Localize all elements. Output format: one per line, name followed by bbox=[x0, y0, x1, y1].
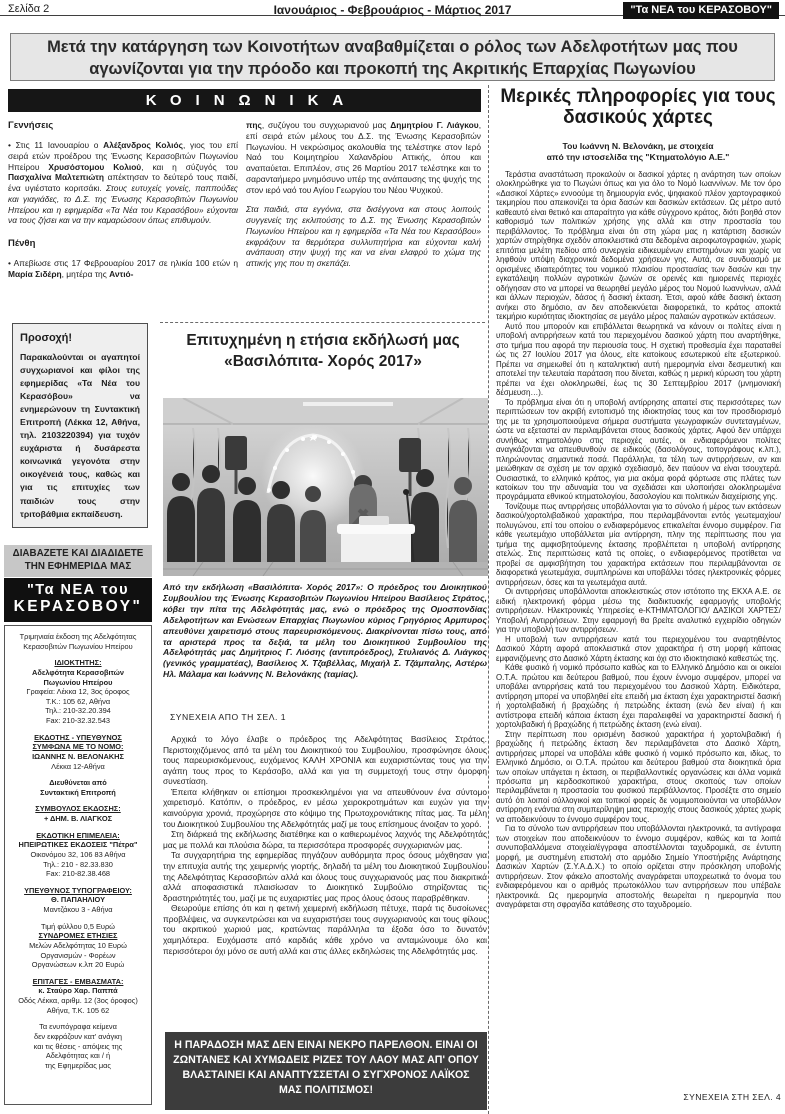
koinonika-column-1 bbox=[8, 120, 238, 289]
condolence-text: Στα παιδιά, στα εγγόνια, στα δισέγγονα και στους λοιπούς συγγενείς της εκλιπούσης το Δ.Σ. της Ένωσης Κερασοβιτών Πωγωνίου Ηπείρου και η εφημερίδα «Τα Νέα του Κερασόβου» εκφράζουν τα θερμότερα συλλυπητήρια και εύχονται καλή ανάπαυση στην ψυχή της και να είναι ελαφρύ το χώμα της αττικής γης που τη σκεπάζει. bbox=[246, 204, 481, 268]
koinonika-title: ΚΟΙΝΩΝΙΚΑ bbox=[8, 89, 481, 112]
photo-caption: Από την εκδήλωση «Βασιλόπιτα- Χορός 2017»: Ο πρόεδρος του Διοικητικού Συμβουλίου της Ένωσης Κερασοβιτών Πωγωνίου Ηπείρου Βασίλειος Στράτος, κόβει την πίτα της Αδελφότητάς μας, ενώ ο πρόεδρος της Ομοσπονδίας Αδελφοτήτων και Ενώσεων Επαρχίας Πωγωνίου κύριος Γρηγόριος Αρμπυρος απευθύνει χαιρετισμό στους παρευρισκόμενους. Διακρίνονται πίσω τους, από τα αριστερά προς τα δεξιά, τα μέλη του Διοικητικού Συμβουλίου της Αδελφότητάς μας Δημήτριος Γ. Λιόσης (αντιπρόεδρος), Στυλιανός Δ. Λιάγκος (γενικός γραμματέας), Βασίλειος Χ. Τζαβέλλας, Μιχαήλ Σ. Τζάμπαλης, Αστέρω Ηλ. Μάλαμα και Ιωάννης Ν. Βελονάκης (ταμίας). bbox=[163, 582, 487, 680]
read-and-spread-banner: ΔΙΑΒΑΖΕΤΕ ΚΑΙ ΔΙΑΔΙΔΕΤΕ ΤΗΝ ΕΦΗΜΕΡΙΔΑ ΜΑΣ bbox=[4, 545, 152, 577]
koinonika-column-2 bbox=[246, 120, 481, 269]
byline-line-2: από την ιστοσελίδα της "Κτηματολόγιο Α.Ε." bbox=[546, 152, 730, 163]
deaths-heading: Πένθη bbox=[8, 238, 36, 250]
vertical-dashed-divider bbox=[488, 85, 489, 1114]
event-photo bbox=[163, 398, 488, 576]
continued-to-note: ΣΥΝΕΧΕΙΑ ΣΤΗ ΣΕΛ. 4 bbox=[683, 1092, 781, 1102]
headline-banner: Μετά την κατάργηση των Κοινοτήτων αναβαθμίζεται ο ρόλος των Αδελφοτήτων μας που αγωνίζονται για την πρόοδο και προκοπή της Ακριτικής Επαρχίας Πωγωνίου bbox=[10, 33, 775, 81]
attention-box bbox=[12, 323, 148, 528]
event-article-body: Αρχικά το λόγο έλαβε ο πρόεδρος της Αδελφότητας Βασίλειος Στράτος. Περιστοιχιζόμενος από τα μέλη του Διοικητικού του Συμβουλίου, προσφώνησε όλους τους παρευρισκόμενους, ευχόμενος ΚΑΛΗ ΧΡΟΝΙΑ και ευχαριστώντας τους για την αγάπη τους προς το Κεράσοβο, αλλά και για τη συμμετοχή τους στην όμορφη συνεστίαση. Έπειτα κλήθηκαν οι επίσημοι προσκεκλημένοι για να απευθύνουν ένα σύντομο χαιρετισμό. Κατόπιν, ο πρόεδρος, εν μέσω χειροκροτημάτων και ευχών για την καινούργια χρονιά, προχώρησε στο κόψιμο της Πρωτοχρονιάτικης πίτας μας. Τα μέλη του Διοικητικού Συμβουλίου της Αδελφότητάς μαζί με τους επίσημους άνοιξαν το χορό. Στη διάρκειά της εκδήλωσης διατέθηκε και ο καθιερωμένος λαχνός της Αδελφότητάς μας με πολλά και πλούσια δώρα, τα περισσότερα προσφορές συγχωριανών μας. Τα συγχαρητήρια της εφημερίδας πηγάζουν αυθόρμητα προς όσους μόχθησαν για την επιτυχία αυτής της χειμερινής γιορτής, δηλαδή τα μέλη του Διοικητικού Συμβουλίου της Αδελφότητας Κερασοβιτών αλλά και όλους τους συγχωριανούς μας που διακριτικά αλλά αποφασιστικά πλαισίωσαν το Διοικητικό Συμβούλιο στηρίζοντας τις δραστηριότητές του, μαζί με τις ευχαριστίες μας προς όλους όσους παραβρέθηκαν. Θεωρούμε επίσης ότι και η φετινή χειμερινή εκδήλωση πέτυχε, παρά τις δυσοίωνες προβλέψεις, να συγκεντρώσει και να ευχαριστήσει τους συγχωριανούς και τους φίλους του ακριτικού χωριού μας, κρατώντας παράλληλα τα έξοδα όσο το δυνατόν χαμηλότερα. Ευχόμαστε από καρδιάς κάθε χρόνο να ανταμώνουμε όλο και περισσότεροι όχι μόνο σε αυτή αλλά και στις άλλες εκδηλώσεις της Αδελφότητάς μας. bbox=[163, 734, 487, 956]
logo-line-1: "Τα ΝΕΑ του bbox=[26, 582, 130, 598]
forest-article-title: Μερικές πληροφορίες για τους δασικούς χάρτες bbox=[500, 86, 776, 129]
masthead-badge: "Τα ΝΕΑ του ΚΕΡΑΣΟΒΟΥ" bbox=[623, 2, 779, 19]
horizontal-dashed-divider bbox=[160, 322, 485, 323]
deaths-text-part2: πης, συζύγου του συγχωριανού μας Δημητρίου Γ. Λιάγκου, επί σειρά ετών μέλους του Δ.Σ. της Ένωσης Κερασοβιτών Πωγωνίου. Η νεκρώσιμος ακολουθία της τελέστηκε στον Ιερό Ναό του Κοιμητηρίου Χαλανδρίου Αττικής, όπου και αναπαύεται. Επιπλέον, στις 26 Μαρτίου 2017 τελέστηκε και το σαρανταήμερο μνημόσυνο υπέρ της ανάπαυσης της ψυχής της στον ιερό ναό του Αγίου Γεωργίου του Νέου Ψυχικού. bbox=[246, 120, 482, 195]
issue-date: Ιανουάριος - Φεβρουάριος - Μάρτιος 2017 bbox=[273, 3, 512, 17]
births-heading: Γεννήσεις bbox=[8, 120, 54, 131]
event-article-title: Επιτυχημένη η ετήσια εκδήλωσή μας «Βασιλόπιτα- Χορός 2017» bbox=[186, 332, 460, 370]
tradition-quote-box: Η ΠΑΡΑΔΟΣΗ ΜΑΣ ΔΕΝ ΕΙΝΑΙ ΝΕΚΡΟ ΠΑΡΕΛΘΟΝ. ΕΙΝΑΙ ΟΙ ΖΩΝΤΑΝΕΣ ΚΑΙ ΧΥΜΩΔΕΙΣ ΡΙΖΕΣ ΤΟΥ ΛΑΟΥ ΜΑΣ ΑΠ' ΟΠΟΥ ΒΛΑΣΤΑΙΝΕΙ ΚΑΙ ΑΝΑΠΤΥΣΣΕΤΑΙ Ο ΣΥΓΧΡΟΝΟΣ ΛΑΪΚΟΣ ΜΑΣ ΠΟΛΙΤΙΣΜΟΣ! bbox=[165, 1032, 487, 1110]
attention-text: Παρακαλούνται οι αγαπητοί συγχωριανοί και φίλοι της εφημερίδας «Τα Νέα του Κερασόβου» να ενημερώνουν τη Συντακτική Επιτροπή (Λέκκα 12, Αθήνα, τηλ. 2103220394) για τυχόν ευχάριστα ή δυσάρεστα κοινωνικά γεγονότα στην οικογένειά τους, καθώς και για τις επιτυχίες των παιδιών τους στην τριτοβάθμια εκπαίδευση. bbox=[20, 352, 140, 519]
masthead-info-box: Τριμηνιαία έκδοση της Αδελφότητας Κερασοβιτών Πωγωνίου Ηπείρου ΙΔΙΟΚΤΗΤΗΣ: Αδελφότητα Κερασοβιτών Πωγωνίου Ηπείρου Γραφεία: Λέκκα 12, 3ος όροφος Τ.Κ.: 105 62, Αθήνα Τηλ.: 210-32.20.394 Fax: 210-32.32.543 ΕΚΔΟΤΗΣ - ΥΠΕΥΘΥΝΟΣ ΣΥΜΦΩΝΑ ΜΕ ΤΟ ΝΟΜΟ: ΙΩΑΝΝΗΣ Ν. ΒΕΛΟΝΑΚΗΣ Λέκκα 12-Αθήνα Διευθύνεται από Συντακτική Επιτροπή ΣΥΜΒΟΥΛΟΣ ΕΚΔΟΣΗΣ: + ΔΗΜ. Β. ΛΙΑΓΚΟΣ ΕΚΔΟΤΙΚΗ ΕΠΙΜΕΛΕΙΑ: ΗΠΕΙΡΩΤΙΚΕΣ ΕΚΔΟΣΕΙΣ "Πέτρα" Οικονόμου 32, 106 83 Αθήνα Τηλ.: 210 - 82.33.830 Fax: 210-82.38.468 ΥΠΕΥΘΥΝΟΣ ΤΥΠΟΓΡΑΦΕΙΟΥ: Θ. ΠΑΠΑΗΛΙΟΥ Μαντζάκου 3 - Αθήνα Τιμή φύλλου 0,5 Ευρώ ΣΥΝΔΡΟΜΕΣ ΕΤΗΣΙΕΣ Μελών Αδελφότητας 10 Ευρώ Οργανισμών - Φορέων Οργανώσεων κ.λπ 20 Ευρώ ΕΠΙΤΑΓΕΣ - ΕΜΒΑΣΜΑΤΑ: κ. Σταύρο Χαρ. Παππά Οδός Λέκκα, αριθμ. 12 (3ος όροφος) Αθήνα, Τ.Κ. 105 62 Τα ενυπόγραφα κείμενα δεν εκφράζουν κατ' ανάγκη και τις θέσεις - απόψεις της Αδελφότητας και / ή της Εφημερίδας μας bbox=[4, 625, 152, 1105]
logo-line-2: ΚΕΡΑΣΟΒΟΥ" bbox=[13, 598, 143, 615]
newspaper-logo-box bbox=[4, 578, 152, 622]
deaths-text-part1: • Απεβίωσε στις 17 Φεβρουαρίου 2017 σε ηλικία 100 ετών η Μαρία Σιδέρη, μητέρα της Αντιό- bbox=[8, 258, 238, 280]
forest-article-byline bbox=[494, 141, 782, 163]
forest-article-body: Τεράστια αναστάτωση προκαλούν οι δασικοί χάρτες η ανάρτηση των οποίων ολοκληρώθηκε για το Πωγώνι όπως και για όλο το Νομό Ιωαννίνων. Με τον όρο «Δασικοί Χάρτες» εννοούμε τη δημιουργία ενός, ψηφιακού πλέον χαρτογραφικού τεκμηρίου που απεικονίζει τα όρια δασών και δασικών εκτάσεων. Ως μέτρο αυτό καθεαυτό είναι θετικό και απαραίτητο για κάθε σύγχρονο κράτος, διότι βοηθά στον καθορισμό των πολιτικών χρήσης γης αλλά και στην προστασία του περιβάλλοντος. Το πρόβλημα είναι ότι στη χώρα μας η κατάρτιση δασικών χαρτών στηρίχθηκε σχεδόν αποκλειστικά στα δεδομένα αεροφωτογραφιών, χωρίς επιτόπια μελέτη πεδίου από συνεργεία ειδικευμένων επιστημόνων και χωρίς να ληφθούν υπόψη διαχρονικά δεδομένα χρήσεων γης. Αυτά, σε συνδυασμό με ορισμένες ιδιαιτερότητες του νομικού πλαισίου προστασίας των δασών και την εγκατάλειψη πολλών αγροτικών ζωνών σε ορεινές και ημιορεινές περιοχές οδήγησαν στο να μπορεί να θεωρηθεί μεγάλο μέρος του Νομού Ιωαννίνων, αλλά και άλλων περιοχών, δάσος ή δασική έκταση. Έτσι, αφού κάθε δασική έκταση ανήκει στο δημόσιο, αν δεν αποδεικνύεται διαφορετικά, το κράτος αποκτά τεκμήριο κυριότητας ιδιοκτησίας σε μεγάλο μέρος παλαιών αγροτικών εκτάσεων. Αυτό που μπορούν και επιβάλλεται θεωρητικά να κάνουν οι πολίτες είναι η υποβολή αντιρρήσεων κατά του περιεχομένου δασικού χάρτη που αναρτήθηκε, στο τμήμα που αφορά την περιουσία τους. Η σχετική προθεσμία έχει παραταθεί ώς τις 27 Ιουλίου 2017 για όλους, είτε κατοίκους εσωτερικού είτε εξωτερικού. Πρέπει να σημειωθεί ότι η καταληκτική αυτή ημερομηνία είναι δεσμευτική και αποτελεί την τελευταία παράταση που δίνεται, καθώς η μερική κύρωση του χάρτη πρέπει να έχει ολοκληρωθεί, έως τις 30 Σεπτεμβρίου 2017 (μνημονιακή δέσμευση…). Το πρόβλημα είναι ότι η υποβολή αντίρρησης απαιτεί στις περισσότερες των περιπτώσεων τον ακριβή εντοπισμό της ιδιοκτησίας τους και τον προσδιορισμό της με τα χρησιμοποιούμενα σήμερα συστήματα γεωγραφικών συντεταγμένων, ώστε να εξεταστεί αν περιλαμβάνεται στους δασικούς χάρτες. Αφού δεν υπάρχει συνήθως κτηματολόγιο στις περιοχές αυτές, οι ενδιαφερόμενοι πολίτες αναγκάζονται να απευθυνθούν σε ειδικούς (δασολόγους, τοπογράφους κ.λπ.), πληρώνοντας σημαντικά ποσά. Παράλληλα, τα τέλη των αντιρρήσεων, αν και μειώθηκαν σε σχέση με τον αρχικό σχεδιασμό, δεν παύουν να είναι τσουχτερά. Ουσιαστικά, το ελληνικό κράτος, για μια ακόμα φορά φόρτωσε στις πλάτες των κατοίκων του την αδυναμία του να σχεδιάσει και υλοποιήσει ολοκληρωμένα προγράμματα εθνικού κτηματολογίου, δασολογίου και πολιτικών διαχείρισης γης. Τονίζουμε πως αντιρρήσεις υποβάλλονται για το σύνολο ή μέρος των εκτάσεων δασικού/χορτολιβαδικού χαρακτήρα, που περιλαμβάνονται εντός γεωτεμαχίου/ πολυγώνου, επί του οποίου ο ενδιαφερόμενος επικαλείται έννομο συμφέρον. Για κάθε γεωτεμάχιο υποβάλλεται μία αντίρρηση, πλην της περίπτωσης που για τμήμα της αμφισβητούμενης έκτασης προβλέπεται η υποβολή αντίρρησης ατελώς. Στις περιπτώσεις κατά τις οποίες, ο ενδιαφερόμενος προτίθεται να προβεί σε αμφισβήτηση του χαρακτήρα εκτάσεων που περιλαμβάνονται σε διαφορετικά γεωτεμάχια, συμπληρώνει και υποβάλλει τόσες ηλεκτρονικές φόρμες αντιρρήσεων, όσες και τα γεωτεμάχια αυτά. Οι αντιρρήσεις υποβάλλονται αποκλειστικώς στον ιστότοπο της ΕΚΧΑ Α.Ε. σε ειδική ηλεκτρονική φόρμα μέσω της διαδικτυακής εφαρμογής υποβολής αντιρρήσεων. Ηλεκτρονικές Υπηρεσίες e-ΚΤΗΜΑΤΟΛΟΓΙΟ/ ΔΑΣΙΚΟΙ ΧΑΡΤΕΣ/ Υποβολή Αντιρρήσεων. Στην εφαρμογή θα βρείτε αναλυτικό εγχειρίδιο οδηγιών για την υποβολή των αντιρρήσεων. Η υποβολή των αντιρρήσεων κατά του περιεχομένου του αναρτηθέντος Δασικού Χάρτη αφορά αποκλειστικά στον χαρακτήρα ή στη μορφή κάποιας εμφανιζόμενης στο Δασικό Χάρτη έκτασης και όχι στο ιδιοκτησιακό καθεστώς της. Κάθε φυσικό ή νομικό πρόσωπο καθώς και το Ελληνικό Δημόσιο και οι οικείοι Ο.Τ.Α. πρώτου και δεύτερου βαθμού, που έχουν έννομο συμφέρον, μπορεί να υποβάλει αντιρρήσεις κατά του περιεχομένου του Δασικού Χάρτη. Ειδικότερα, αντίρρηση μπορεί να υποβληθεί είτε επειδή μια έκταση έχει χαρακτηριστεί δασική ή χορτολιβαδική ή βραχώδης ή πετρώδης έκταση (ενώ δεν είναι) ή και αντίστροφα επειδή κάποια έκταση έχει παραλειφθεί να χαρακτηριστεί δασική ή χορτολιβαδική ή βραχώδης ή πετρώδης έκταση (ενώ είναι). Στην περίπτωση που ορισμένη δασικού χαρακτήρα ή χορτολιβαδική ή βραχώδης ή πετρώδης έκταση δεν περιλαμβάνεται στο Δασικό Χάρτη, αντιρρήσεις μπορεί να υποβάλει κάθε φυσικό ή νομικό πρόσωπο και, ιδίως, το Ελληνικό Δημόσιο, οι Ο.Τ.Α. πρώτου και δεύτερου βαθμού στα διοικητικά όρια των οποίων υπάγεται η έκταση, οι περιβαλλοντικές οργανώσεις και άλλα νομικά πρόσωπα μη κερδοσκοπικού χαρακτήρα, στους σκοπούς των οποίων περιλαμβάνεται η προστασία του φυσικού περιβάλλοντος. Προσέξτε στο σημείο αυτό ότι λοιποί σύλλογικοί και τοπικοί φορείς δε νομιμοποιούνται να υποβάλλον αντίρρηση ενάντια στη συμπερίληψη μιας περιοχής στους δασικούς χάρτες χωρίς να αποδεικνύουν το έννομο συμφέρον τους. Για το σύνολο των αντιρρήσεων που υποβάλλονται ηλεκτρονικά, τα αντίγραφα των στοιχείων που αποδεικνύουν το έννομο συμφέρον, καθώς και τα λοιπά συνυποβαλλόμενα στοιχεία/έγγραφα αποστέλλονται ταχυδρομικά, σε έντυπη μορφή, με συστημένη επιστολή στο αρμόδιο Σημείο Υποστήριξης Ανάρτησης Δασικών Χαρτών (Σ.Υ.Α.Δ.Χ.) το οποίο ορίζεται στην πρόσκληση υποβολής αντιρρήσεων. Στον φάκελο αποστολής αναγράφεται υποχρεωτικά το όνομα του ενδιαφερόμενου και ο αριθμός πρωτοκόλλου των αντιρρήσεων που υπέβαλε ηλεκτρονικά. Ως ημερομηνία αποστολής θεωρείται η ημερομηνία που αναγράφεται στη σφραγίδα κατάθεσης στο ταχυδρομείο. bbox=[496, 170, 781, 910]
continued-from-note: ΣΥΝΕΧΕΙΑ ΑΠΟ ΤΗ ΣΕΛ. 1 bbox=[170, 712, 287, 722]
attention-title: Προσοχή! bbox=[20, 332, 73, 344]
byline-line-1: Του Ιωάννη Ν. Βελονάκη, με στοιχεία bbox=[562, 141, 714, 151]
page-number: Σελίδα 2 bbox=[8, 3, 50, 15]
births-text: • Στις 11 Ιανουαρίου ο Αλέξανδρος Κολιός, γιος του επί σειρά ετών προέδρου της Ένωσης Κερασοβιτών Πωγωνίου Ηπείρου Χρυσόστομου Κολιού, και η σύζυγός του Πασχαλίνα Μαλτεπιώτη απέκτησαν το δεύτερό τους παιδί, ένα υγιέστατο κοριτσάκι. Στους ευτυχείς γονείς, παππούδες και γιαγιάδες, το Δ.Σ. της Ένωσης Κερασοβιτών Πωγωνίου Ηπείρου και η εφημερίδα «Τα Νέα του Κερασόβου» εύχονται να τους ζήσει και να την καμαρώσουν όπως επιθυμούν. bbox=[8, 140, 238, 226]
